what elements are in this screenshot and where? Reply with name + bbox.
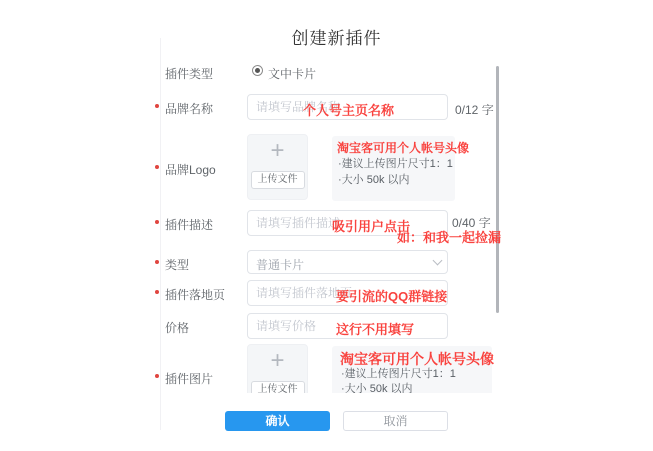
- required-marker: [155, 104, 159, 108]
- required-marker: [155, 165, 159, 169]
- brand-name-counter: 0/12 字: [455, 103, 494, 117]
- page-title: 创建新插件: [291, 29, 382, 48]
- landing-page-label: 插件落地页: [165, 288, 226, 302]
- required-marker: [155, 374, 159, 378]
- plus-icon: +: [270, 137, 285, 164]
- required-marker: [155, 290, 159, 294]
- plugin-type-option[interactable]: 文中卡片: [268, 67, 317, 81]
- scrollbar-thumb[interactable]: [496, 66, 499, 313]
- brand-name-label: 品牌名称: [165, 102, 214, 116]
- plugin-image-upload-button[interactable]: 上传文件: [251, 381, 305, 393]
- price-label: 价格: [165, 321, 190, 335]
- brand-logo-annotation: 淘宝客可用个人帐号头像: [337, 141, 470, 155]
- brand-logo-upload-button[interactable]: 上传文件: [251, 171, 305, 189]
- price-annotation: 这行不用填写: [336, 322, 415, 337]
- brand-logo-upload-box[interactable]: [247, 134, 308, 200]
- brand-logo-label: 品牌Logo: [165, 163, 216, 177]
- plugin-type-label: 插件类型: [165, 67, 214, 81]
- plugin-image-tip-panel: [332, 346, 492, 393]
- plugin-desc-counter: 0/40 字: [452, 216, 491, 230]
- required-marker: [155, 260, 159, 264]
- upload-tip: ·大小 50k 以内: [338, 174, 410, 186]
- radio-selected-icon[interactable]: [252, 65, 263, 76]
- brand-logo-tip-panel: [332, 136, 470, 201]
- cancel-button[interactable]: 取消: [343, 411, 448, 431]
- card-type-label: 类型: [165, 258, 190, 272]
- upload-tip: ·建议上传图片尺寸1：1: [338, 158, 453, 170]
- plugin-image-label: 插件图片: [165, 372, 214, 386]
- chevron-down-icon: [433, 256, 443, 266]
- plus-icon: +: [270, 347, 285, 374]
- card-type-value: 普通卡片: [256, 258, 305, 272]
- upload-tip: ·大小 50k 以内: [341, 383, 413, 393]
- plugin-desc-label: 插件描述: [165, 218, 214, 232]
- card-type-select[interactable]: [247, 250, 448, 274]
- upload-tip: ·建议上传图片尺寸1：1: [341, 368, 456, 380]
- plugin-desc-example-annotation: 如：和我一起捡漏: [397, 230, 502, 245]
- price-input[interactable]: [247, 313, 448, 339]
- plugin-image-upload-box[interactable]: [247, 344, 308, 393]
- plugin-desc-annotation: 吸引用户点击: [332, 219, 411, 234]
- required-marker: [155, 220, 159, 224]
- plugin-image-annotation: 淘宝客可用个人帐号头像: [340, 351, 494, 367]
- confirm-button[interactable]: 确认: [225, 411, 330, 431]
- plugin-image-section: [0, 337, 653, 393]
- brand-name-annotation: 个人号主页名称: [303, 103, 395, 118]
- plugin-desc-input[interactable]: [247, 210, 448, 236]
- landing-page-annotation: 要引流的QQ群链接: [336, 289, 448, 304]
- brand-name-input[interactable]: [247, 94, 448, 120]
- landing-page-input[interactable]: [247, 280, 448, 306]
